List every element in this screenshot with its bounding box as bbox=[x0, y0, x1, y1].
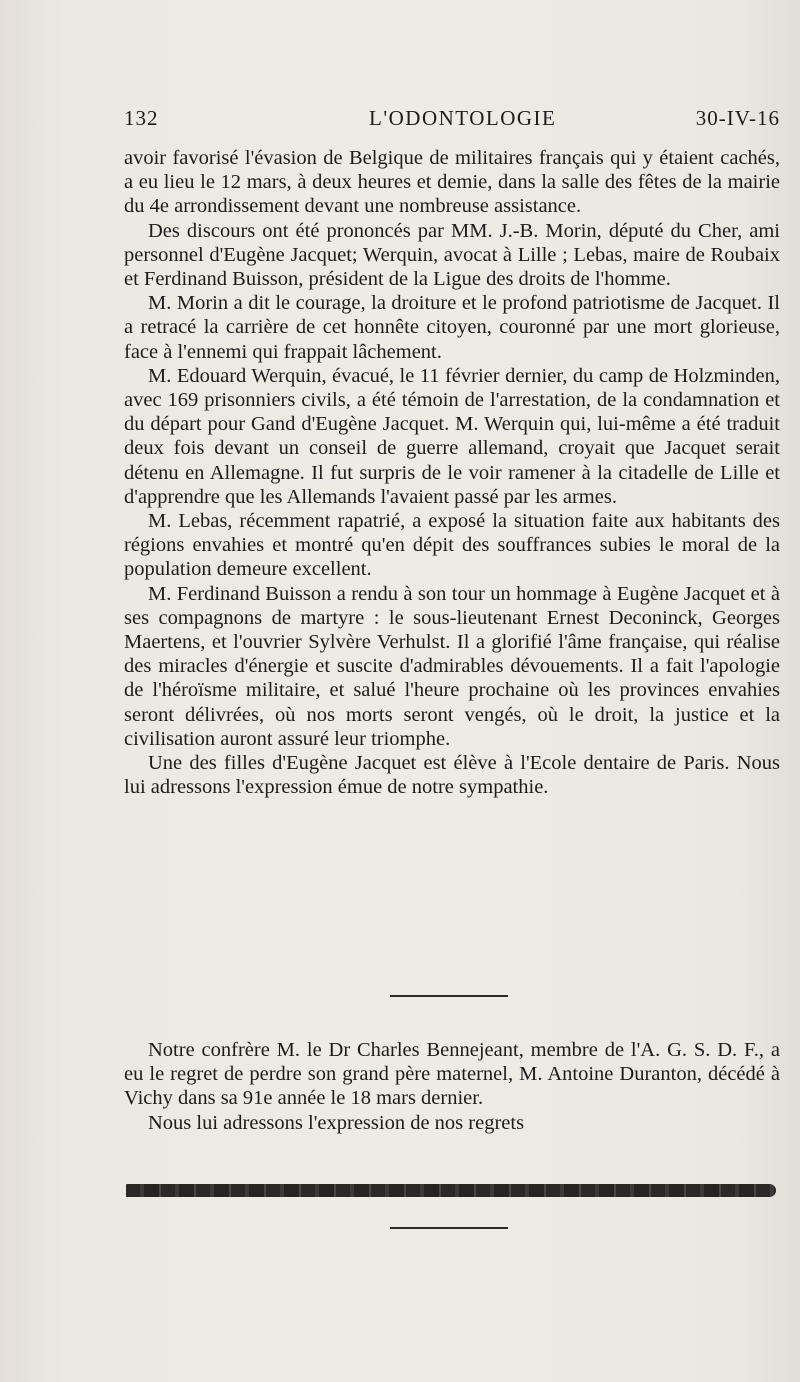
running-header bbox=[124, 106, 780, 136]
section-divider bbox=[390, 995, 508, 997]
article-paragraph: avoir favorisé l'évasion de Belgique de militaires français qui y étaient cachés, a eu lieu le 12 mars, à deux heures et demie, dans la salle des fêtes de la mairie du 4e arrondissement devant une nombreuse assistance. bbox=[124, 147, 780, 218]
article-paragraph: Des discours ont été prononcés par MM. J.-B. Morin, député du Cher, ami personnel d'Eugène Jacquet; Werquin, avocat à Lille ; Lebas, maire de Roubaix et Ferdinand Buisson, président de la Ligue des droits de l'homme. bbox=[124, 219, 780, 291]
article-paragraph: M. Edouard Werquin, évacué, le 11 février dernier, du camp de Holzminden, avec 169 prisonniers civils, a été témoin de l'arrestation, de la condamnation et du départ pour Gand d'Eugène Jacquet. M. Werquin qui, lui-même a été traduit deux fois devant un conseil de guerre allemand, croyait que Jacquet serait détenu en Allemagne. Il fut surpris de le voir ramener à la citadelle de Lille et d'apprendre que les Allemands l'avaient passé par les armes. bbox=[124, 364, 780, 508]
journal-title: L'ODONTOLOGIE bbox=[369, 106, 557, 130]
article-paragraph: M. Lebas, récemment rapatrié, a exposé la situation faite aux habitants des régions envahies et montré qu'en dépit des souffrances subies le moral de la population demeure excellent. bbox=[124, 510, 780, 581]
section-divider bbox=[390, 1227, 508, 1229]
obituary-notice bbox=[124, 1038, 780, 1135]
page-number: 132 bbox=[124, 106, 159, 130]
article-paragraph: M. Ferdinand Buisson a rendu à son tour un hommage à Eugène Jacquet et à ses compagnons de martyre : le sous-lieutenant Ernest Deconinck, Georges Maertens, et l'ouvrier Sylvère Verhulst. Il a glorifié l'âme française, qui réalise des miracles d'énergie et suscite d'admirables dévouements. Il a fait l'apologie de l'héroïsme militaire, et salué l'heure prochaine où les provinces envahies seront délivrées, où nos morts seront vengés, où le droit, la justice et la civilisation auront assuré leur triomphe. bbox=[124, 582, 780, 750]
notice-paragraph: Nous lui adressons l'expression de nos regrets bbox=[148, 1111, 525, 1134]
article-paragraph: M. Morin a dit le courage, la droiture et le profond patriotisme de Jacquet. Il a retracé la carrière de cet honnête citoyen, couronné par une mort glorieuse, face à l'ennemi qui frappait lâchement. bbox=[124, 292, 780, 363]
article-body bbox=[124, 146, 780, 799]
notice-paragraph: Notre confrère M. le Dr Charles Bennejeant, membre de l'A. G. S. D. F., a eu le regret de perdre son grand père maternel, M. Antoine Duranton, décédé à Vichy dans sa 91e année le 18 mars dernier. bbox=[124, 1039, 780, 1110]
article-paragraph: Une des filles d'Eugène Jacquet est élève à l'Ecole dentaire de Paris. Nous lui adressons l'expression émue de notre sympathie. bbox=[124, 752, 780, 799]
issue-date: 30-IV-16 bbox=[695, 106, 780, 130]
black-border-bar bbox=[126, 1184, 776, 1197]
